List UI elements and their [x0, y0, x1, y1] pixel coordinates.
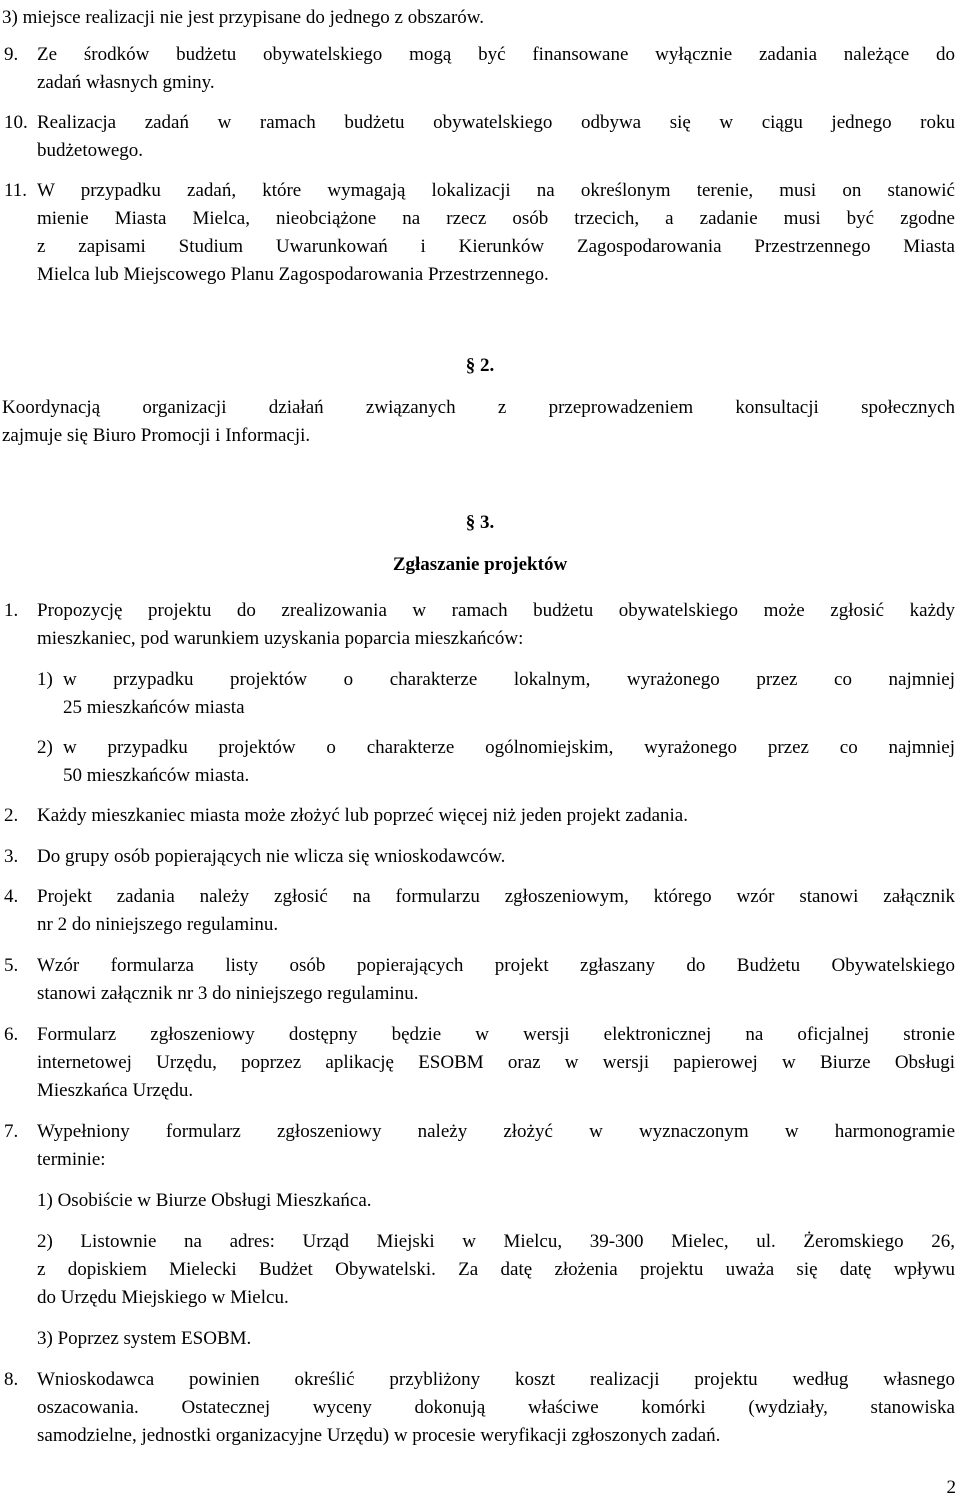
text-line: Wzór formularza listy osób popierających projekt zgłaszany do Budżetu Obywatelskiego: [37, 955, 955, 976]
section-heading: § 2.: [465, 355, 495, 376]
text-line: mienie Miasta Mielca, nieobciążone na rzecz osób trzecich, a zadanie musi być zgodne: [37, 208, 955, 229]
text-line: 25 mieszkańców miasta: [63, 697, 245, 718]
text-line: Projekt zadania należy zgłosić na formularzu zgłoszeniowym, którego wzór stanowi załącznik: [37, 886, 955, 907]
text-line: Propozycję projektu do zrealizowania w ramach budżetu obywatelskiego może zgłosić każdy: [37, 600, 955, 621]
text-line: oszacowania. Ostatecznej wyceny dokonują właściwe komórki (wydziały, stanowiska: [37, 1397, 955, 1418]
text-line: w przypadku projektów o charakterze lokalnym, wyrażonego przez co najmniej: [63, 669, 955, 690]
item-number: 2.: [4, 805, 19, 826]
item-number: 2): [37, 737, 53, 758]
item-number: 5.: [4, 955, 19, 976]
text-line: Każdy mieszkaniec miasta może złożyć lub poprzeć więcej niż jeden projekt zadania.: [37, 805, 688, 826]
text-line: internetowej Urzędu, poprzez aplikację ESOBM oraz w wersji papierowej w Biurze Obsługi: [37, 1052, 955, 1073]
text-line: z dopiskiem Mielecki Budżet Obywatelski. Za datę złożenia projektu uważa się datę wpływu: [37, 1259, 955, 1280]
text-line: Mieszkańca Urzędu.: [37, 1080, 194, 1101]
text-line: zadań własnych gminy.: [37, 72, 215, 93]
text-line: w przypadku projektów o charakterze ogólnomiejskim, wyrażonego przez co najmniej: [63, 737, 955, 758]
text-line: Wnioskodawca powinien określić przybliżony koszt realizacji projektu według własnego: [37, 1369, 955, 1390]
text-line: 1) Osobiście w Biurze Obsługi Mieszkańca.: [37, 1190, 372, 1211]
item-number: 10.: [4, 112, 28, 133]
section-heading: § 3.: [465, 512, 495, 533]
text-line: zajmuje się Biuro Promocji i Informacji.: [2, 425, 311, 446]
text-line: mieszkaniec, pod warunkiem uzyskania poparcia mieszkańców:: [37, 628, 524, 649]
item-number: 1.: [4, 600, 19, 621]
text-line: Formularz zgłoszeniowy dostępny będzie w wersji elektronicznej na oficjalnej stronie: [37, 1024, 955, 1045]
item-number: 9.: [4, 44, 19, 65]
text-line: stanowi załącznik nr 3 do niniejszego regulaminu.: [37, 983, 419, 1004]
text-line: Ze środków budżetu obywatelskiego mogą być finansowane wyłącznie zadania należące do: [37, 44, 955, 65]
item-number: 7.: [4, 1121, 19, 1142]
item-number: 11.: [4, 180, 28, 201]
text-line: 2) Listownie na adres: Urząd Miejski w Mielcu, 39-300 Mielec, ul. Żeromskiego 26,: [37, 1231, 955, 1252]
text-line: Koordynacją organizacji działań związanych z przeprowadzeniem konsultacji społecznych: [2, 397, 955, 418]
item-number: 8.: [4, 1369, 19, 1390]
text-line: Mielca lub Miejscowego Planu Zagospodarowania Przestrzennego.: [37, 264, 549, 285]
page-number: 2: [946, 1477, 956, 1498]
item-number: 1): [37, 669, 53, 690]
text-line: 50 mieszkańców miasta.: [63, 765, 250, 786]
text-line: budżetowego.: [37, 140, 144, 161]
text-line: terminie:: [37, 1149, 106, 1170]
section-number: 3.: [480, 512, 495, 533]
text-line: 3) Poprzez system ESOBM.: [37, 1328, 252, 1349]
text-line: nr 2 do niniejszego regulaminu.: [37, 914, 279, 935]
text-line: samodzielne, jednostki organizacyjne Urzędu) w procesie weryfikacji zgłoszonych zadań.: [37, 1425, 721, 1446]
text-line: 3) miejsce realizacji nie jest przypisane do jednego z obszarów.: [2, 7, 485, 28]
text-line: do Urzędu Miejskiego w Mielcu.: [37, 1287, 289, 1308]
item-number: 4.: [4, 886, 19, 907]
item-number: 3.: [4, 846, 19, 867]
text-line: Do grupy osób popierających nie wlicza się wnioskodawców.: [37, 846, 506, 867]
item-number: 6.: [4, 1024, 19, 1045]
text-line: Realizacja zadań w ramach budżetu obywatelskiego odbywa się w ciągu jednego roku: [37, 112, 955, 133]
text-line: z zapisami Studium Uwarunkowań i Kierunków Zagospodarowania Przestrzennego Miasta: [37, 236, 955, 257]
section-number: 2.: [480, 355, 495, 376]
text-line: Wypełniony formularz zgłoszeniowy należy złożyć w wyznaczonym w harmonogramie: [37, 1121, 955, 1142]
section-title: Zgłaszanie projektów: [392, 554, 568, 575]
text-line: W przypadku zadań, które wymagają lokalizacji na określonym terenie, musi on stanowić: [37, 180, 955, 201]
